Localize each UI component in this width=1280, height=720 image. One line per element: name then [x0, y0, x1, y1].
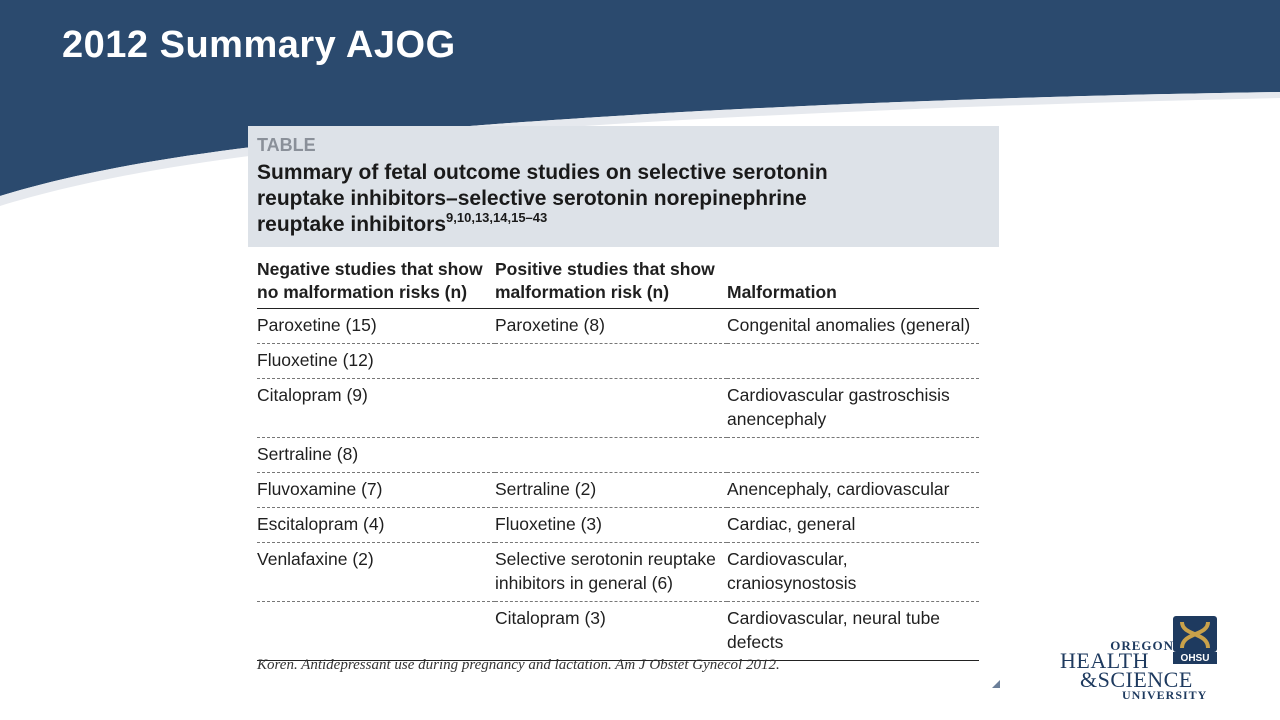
column-header-malformation: Malformation	[727, 258, 979, 309]
table-cell: Fluvoxamine (7)	[257, 473, 495, 508]
table-cell: Cardiovascular, craniosynostosis	[727, 543, 979, 602]
table-cell	[257, 602, 495, 661]
table-caption-box	[248, 126, 999, 247]
table-cell: Sertraline (8)	[257, 438, 495, 473]
table-cell: Escitalopram (4)	[257, 508, 495, 543]
corner-triangle-icon	[992, 680, 1000, 688]
table-row	[257, 602, 979, 661]
table-row	[257, 543, 979, 602]
column-header-positive: Positive studies that show malformation risk (n)	[495, 258, 727, 309]
table-row	[257, 309, 979, 344]
ohsu-logo	[1058, 612, 1228, 704]
table-row	[257, 438, 979, 473]
slide-title: 2012 Summary AJOG	[62, 24, 456, 66]
table-row	[257, 344, 979, 379]
table-caption-text: Summary of fetal outcome studies on selective serotonin reuptake inhibitors–selective serotonin norepinephrine reuptake inhibitors	[257, 161, 828, 236]
table-header-row	[257, 258, 979, 309]
table-figure	[248, 126, 999, 686]
table-cell: Fluoxetine (3)	[495, 508, 727, 543]
table-row	[257, 379, 979, 438]
table-cell: Congenital anomalies (general)	[727, 309, 979, 344]
table-cell	[727, 438, 979, 473]
table-cell: Selective serotonin reuptake inhibitors in general (6)	[495, 543, 727, 602]
logo-line-university: UNIVERSITY	[1122, 688, 1208, 702]
table-cell	[495, 344, 727, 379]
table-caption-refs: 9,10,13,14,15–43	[446, 210, 548, 225]
table-cell: Paroxetine (15)	[257, 309, 495, 344]
ohsu-abbr: OHSU	[1180, 653, 1210, 664]
column-header-negative: Negative studies that show no malformation risks (n)	[257, 258, 495, 309]
logo-line-health: HEALTH	[1060, 648, 1149, 673]
table-cell	[495, 438, 727, 473]
table-cell: Citalopram (3)	[495, 602, 727, 661]
logo-line-oregon: OREGON	[1110, 638, 1174, 653]
table-row	[257, 508, 979, 543]
table-cell: Cardiac, general	[727, 508, 979, 543]
table-label: TABLE	[257, 135, 316, 155]
table-cell	[495, 379, 727, 438]
table-caption	[257, 160, 877, 238]
table-cell: Cardiovascular gastroschisis anencephaly	[727, 379, 979, 438]
data-table	[257, 258, 979, 661]
table-cell: Venlafaxine (2)	[257, 543, 495, 602]
table-source-citation: Koren. Antidepressant use during pregnancy and lactation. Am J Obstet Gynecol 2012.	[257, 657, 780, 673]
table-cell: Citalopram (9)	[257, 379, 495, 438]
table-cell	[727, 344, 979, 379]
table-cell: Paroxetine (8)	[495, 309, 727, 344]
table-cell: Fluoxetine (12)	[257, 344, 495, 379]
logo-line-science: &SCIENCE	[1080, 667, 1193, 692]
table-row	[257, 473, 979, 508]
table-cell: Anencephaly, cardiovascular	[727, 473, 979, 508]
table-cell: Cardiovascular, neural tube defects	[727, 602, 979, 661]
table-cell: Sertraline (2)	[495, 473, 727, 508]
